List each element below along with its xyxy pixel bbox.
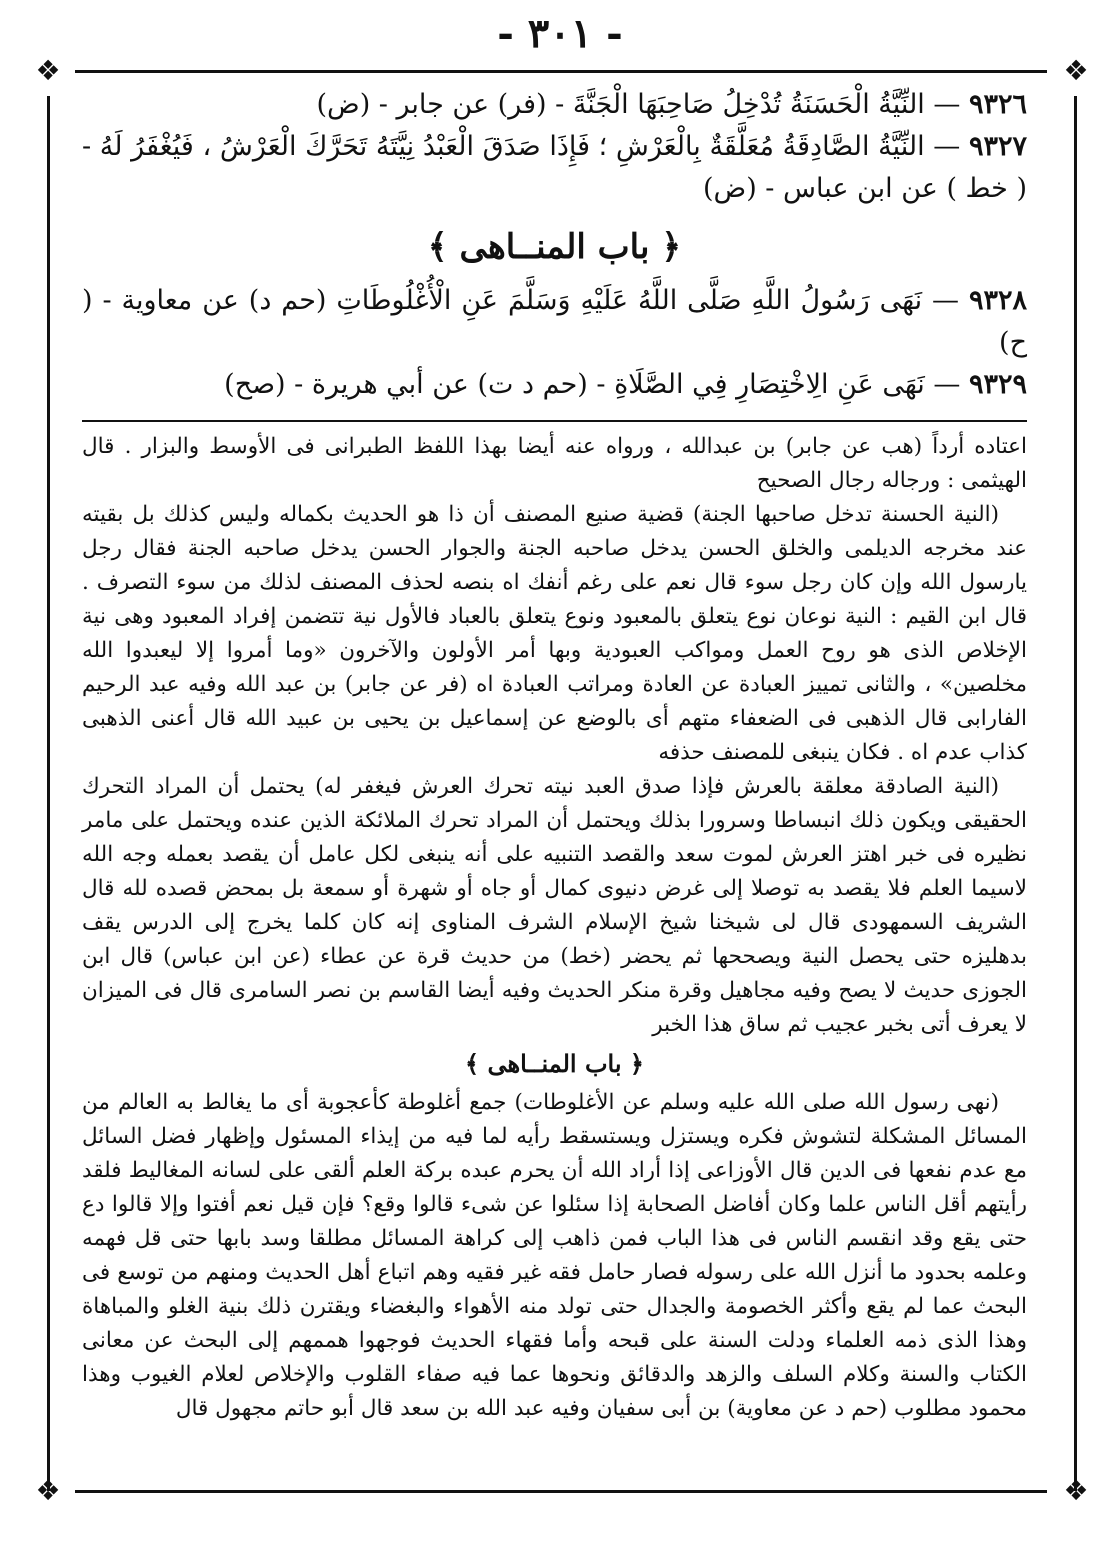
page-number: - ٣٠١ - [497, 10, 623, 57]
hadith-number: ٩٣٢٨ [968, 285, 1027, 316]
hadith-text: — النِّيَّةُ الصَّادِقَةُ مُعَلَّقَةٌ بِالْعَرْشِ ؛ فَإِذَا صَدَقَ الْعَبْدُ نِيَّتَهُ تَحَرَّكَ الْعَرْشُ ، فَيُغْفَرُ لَهُ - ( خط ) عن ابن عباس - (ض) [82, 131, 1027, 204]
corner-ornament-icon: ❖ [35, 54, 61, 87]
hadith-text: — نَهَى عَنِ الِاخْتِصَارِ فِي الصَّلَاةِ - (حم د ت) عن أبي هريرة - (صح) [224, 369, 961, 400]
hadith-entry [82, 126, 1027, 210]
hadith-text: — النِّيَّةُ الْحَسَنَةُ تُدْخِلُ صَاحِبَهَا الْجَنَّةَ - (فر) عن جابر - (ض) [316, 89, 961, 120]
frame-right-rule [1074, 96, 1077, 1491]
frame-bottom-rule [75, 1490, 1047, 1493]
footnote-divider [82, 420, 1027, 422]
hadith-entry [82, 84, 1027, 126]
hadith-entry [82, 364, 1027, 406]
frame-top-rule [75, 70, 1047, 73]
corner-ornament-icon: ❖ [35, 1474, 61, 1507]
commentary-paragraph: (النية الصادقة معلقة بالعرش فإذا صدق العبد نيته تحرك العرش فيغفر له) يحتمل أن المراد التحرك الحقيقى ويكون ذلك انبساطا وسرورا بذلك ويحتمل أن المراد تحرك الملائكة الذين عنده ويحتمل على مامر نظيره فى خبر اهتز العرش لموت سعد والقصد التنبيه على أنه ينبغى لكل عامل أن يقصد بعمله وجه الله لاسيما العلم فلا يقصد به توصلا إلى غرض دنيوى كمال أو جاه أو شهرة أو سمعة بل بمحض قصده لله قال الشريف السمهودى قال لى شيخنا شيخ الإسلام الشرف المناوى إنه كان كلما يخرج إلى الدرس يقف بدهليزه حتى يحصل النية ويصححها ثم يحضر (خط) من حديث قرة عن عطاء (عن ابن عباس) قال ابن الجوزى حديث لا يصح وفيه مجاهيل وقرة منكر الحديث وفيه أيضا القاسم بن نصر السامرى قال فى الميزان لا يعرف أتى بخبر عجيب ثم ساق هذا الخبر [82, 774, 1027, 1037]
hadith-number: ٩٣٢٩ [968, 369, 1027, 400]
corner-ornament-icon: ❖ [1063, 1474, 1089, 1507]
commentary-chapter-title: ﴿ باب المنــاهى ﴾ [465, 1049, 644, 1078]
commentary-paragraph: (نهى رسول الله صلى الله عليه وسلم عن الأغلوطات) جمع أغلوطة كأعجوبة أى ما يغالط به العالم من المسائل المشكلة لتشوش فكره ويستزل ويستسقط رأيه لما فيه من إيذاء المسئول وإظهار فضل السائل مع عدم نفعها فى الدين قال الأوزاعى إذا أراد الله أن يحرم عبده بركة العلم ألقى على لسانه المغاليط فلقد رأيتهم أقل الناس علما وكان أفاضل الصحابة إذا سئلوا عن شىء قالوا وقع؟ فإن قيل نعم أفتوا وإلا قالوا دع حتى يقع وقد انقسم الناس فى هذا الباب فمن ذاهب إلى كراهة المسائل مطلقا وسد بابها حتى قل فهمه وعلمه بحدود ما أنزل الله على رسوله فصار حامل فقه غير فقيه وهم اتباع أهل الحديث ومنهم من توسع فى البحث عما لم يقع وأكثر الخصومة والجدال حتى تولد منه الأهواء والبغضاء ويقترن ذلك بنية الغلو والمباهاة وهذا الذى ذمه العلماء ودلت السنة على قبحه وأما فقهاء الحديث فوجهوا هممهم إلى البحث عن معانى الكتاب والسنة وكلام السلف والزهد والدقائق ونحوها عما فيه صفاء القلوب والإخلاص لعلام الغيوب وهذا محمود مطلوب (حم د عن معاوية) بن أبى سفيان وفيه عبد الله بن سعد قال أبو حاتم مجهول قال [82, 1090, 1027, 1421]
hadith-text: — نَهَى رَسُولُ اللَّهِ صَلَّى اللَّهُ عَلَيْهِ وَسَلَّمَ عَنِ الْأُغْلُوطَاتِ (حم د) عن معاوية - ( ح) [82, 285, 1027, 358]
corner-ornament-icon: ❖ [1063, 54, 1089, 87]
commentary-section [82, 430, 1027, 1426]
page-content [82, 84, 1027, 1426]
commentary-paragraph: اعتاده أرداً (هب عن جابر) بن عبدالله ، ورواه عنه أيضا بهذا اللفظ الطبرانى فى الأوسط والبزار . قال الهيثمى : ورجاله رجال الصحيح [82, 434, 1027, 493]
frame-left-rule [47, 96, 50, 1491]
chapter-title: ﴿ باب المنــاهى ﴾ [427, 227, 682, 267]
hadith-number: ٩٣٢٦ [968, 89, 1027, 120]
hadith-number: ٩٣٢٧ [968, 131, 1027, 162]
commentary-paragraph: (النية الحسنة تدخل صاحبها الجنة) قضية صنيع المصنف أن ذا هو الحديث بكماله وليس كذلك بل بقيته عند مخرجه الديلمى والخلق الحسن يدخل صاحبه الجنة والجوار الحسن يدخل صاحبه الجنة فقال رجل يارسول الله وإن كان رجل سوء قال نعم على رغم أنفك اه بنصه لحذف المصنف لذلك من سوء التصرف . قال ابن القيم : النية نوعان نوع يتعلق بالمعبود ونوع يتعلق بالعباد فالأول نية تتضمن إفراد المعبود وهى نية الإخلاص الذى هو روح العمل ومواكب العبودية وبها أمر الأولون والآخرون «وما أمروا إلا ليعبدوا الله مخلصين» ، والثانى تمييز العبادة عن العادة ومراتب العبادة اه (فر عن جابر) بن عبد الله وفيه عبد الرحيم الفارابى قال الذهبى فى الضعفاء متهم أى بالوضع عن إسماعيل بن يحيى بن عبيد الله قال أعنى الذهبى كذاب عدم اه . فكان ينبغى للمصنف حذفه [82, 502, 1027, 765]
hadith-entry [82, 280, 1027, 364]
